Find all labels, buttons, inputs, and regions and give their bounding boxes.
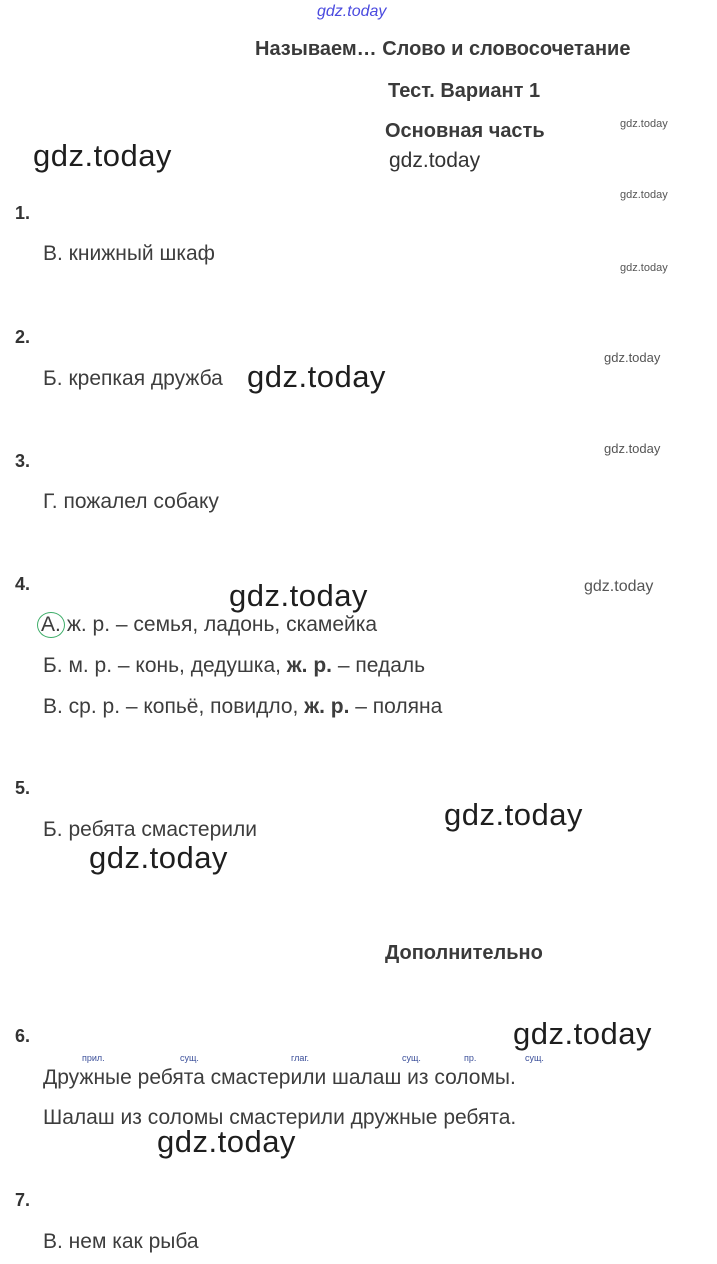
answer-4-b-tail: – педаль	[332, 654, 426, 677]
watermark: gdz.today	[389, 149, 481, 172]
pos-label: сущ.	[180, 1053, 199, 1063]
pos-label: пр.	[464, 1053, 477, 1063]
question-number-2: 2.	[15, 327, 31, 347]
pos-label: прил.	[82, 1053, 105, 1063]
watermark-top: gdz.today	[317, 3, 387, 20]
main-part-title: Основная часть	[385, 120, 545, 142]
question-number-7: 7.	[15, 1190, 31, 1210]
topic-title: Называем… Слово и словосочетание	[255, 38, 631, 60]
variant-title: Тест. Вариант 1	[388, 80, 541, 102]
answer-4-a-text: ж. р. – семья, ладонь, скамейка	[66, 613, 378, 636]
answer-4-a	[37, 612, 377, 638]
answer-4-b-text: Б. м. р. – конь, дедушка,	[43, 654, 287, 677]
watermark: gdz.today	[33, 138, 172, 173]
question-number-4: 4.	[15, 574, 31, 594]
watermark: gdz.today	[620, 118, 668, 130]
watermark: gdz.today	[513, 1016, 652, 1051]
question-number-1: 1.	[15, 203, 31, 223]
watermark: gdz.today	[604, 441, 661, 456]
selected-answer-circle: А.	[37, 612, 65, 638]
answer-7: В. нем как рыба	[43, 1230, 199, 1253]
watermark: gdz.today	[620, 189, 668, 201]
sentence-1: Дружные ребята смастерили шалаш из соломы.	[43, 1066, 516, 1089]
watermark: gdz.today	[247, 359, 386, 394]
question-number-5: 5.	[15, 778, 31, 798]
pos-label: сущ.	[525, 1053, 544, 1063]
pos-label: сущ.	[402, 1053, 421, 1063]
watermark: gdz.today	[584, 578, 654, 595]
answer-2: Б. крепкая дружба	[43, 367, 223, 390]
answer-4-c	[43, 695, 442, 719]
answer-1: В. книжный шкаф	[43, 242, 215, 265]
answer-4-b	[43, 654, 425, 678]
pos-label: глаг.	[291, 1053, 310, 1063]
watermark: gdz.today	[157, 1124, 296, 1159]
question-number-6: 6.	[15, 1026, 31, 1046]
watermark: gdz.today	[604, 350, 661, 365]
answer-4-c-bold: ж. р.	[304, 695, 350, 718]
sentence-2: Шалаш из соломы смастерили дружные ребята.	[43, 1106, 517, 1129]
answer-5: Б. ребята смастерили	[43, 818, 257, 841]
answer-4-c-text: В. ср. р. – копьё, повидло,	[43, 695, 305, 718]
answer-4-c-tail: – поляна	[349, 695, 443, 718]
question-number-3: 3.	[15, 451, 31, 471]
watermark: gdz.today	[89, 840, 228, 875]
extra-part-title: Дополнительно	[385, 942, 543, 964]
watermark: gdz.today	[229, 578, 368, 613]
answer-3: Г. пожалел собаку	[43, 490, 219, 513]
watermark: gdz.today	[444, 797, 583, 832]
watermark: gdz.today	[620, 262, 668, 274]
answer-4-b-bold: ж. р.	[286, 654, 333, 677]
